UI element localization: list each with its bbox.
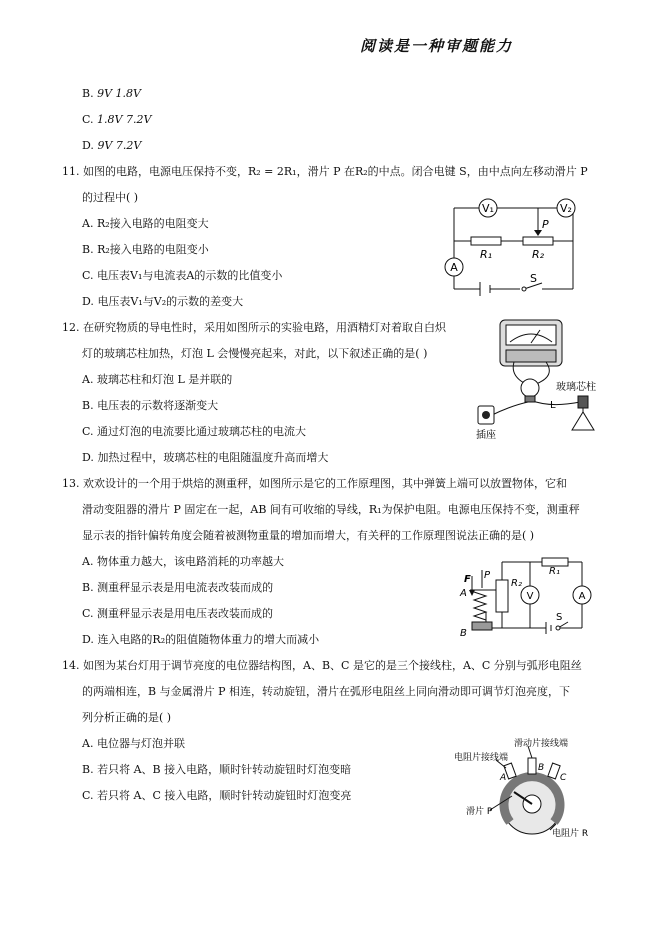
q12-stem-line2: 灯的玻璃芯柱加热，灯泡 L 会慢慢亮起来，对此，以下叙述正确的是( ): [82, 347, 428, 360]
alcohol-lamp-icon: [572, 396, 594, 430]
q11-stem-line1: 11. 如图的电路，电源电压保持不变，R₂ = 2R₁，滑片 P 在R₂的中点。闭合电键 S，由中点向左移动滑片 P: [62, 165, 588, 178]
socket-icon: [478, 406, 494, 424]
q13-option-d: D. 连入电路的R₂的阻值随物体重力的增大而减小: [82, 633, 320, 646]
q13-option-b: B. 测重秤显示表是用电流表改装而成的: [82, 581, 274, 594]
label-s: S: [530, 272, 537, 285]
label-a: A: [500, 773, 507, 783]
q11-option-c: C. 电压表V₁与电流表A的示数的比值变小: [82, 269, 283, 282]
label-f: F: [464, 574, 471, 585]
q11-option-d: D. 电压表V₁与V₂的示数的差变大: [82, 295, 244, 308]
label-resistor-r: 电阻片 R: [552, 829, 589, 839]
page-header-title: 阅读是一种审题能力: [360, 37, 514, 55]
q12-option-c: C. 通过灯泡的电流要比通过玻璃芯柱的电流大: [82, 425, 307, 438]
q11-stem-line2: 的过程中( ): [82, 191, 139, 204]
q11-option-b: B. R₂接入电路的电阻变小: [82, 243, 209, 256]
prev-option-c: C. 1.8V 7.2V: [82, 113, 152, 126]
resistor-r2-icon: [523, 237, 553, 245]
label-slider-p: 滑片 P: [466, 807, 493, 817]
label-r1: R₁: [479, 248, 493, 261]
label-p: P: [484, 570, 491, 581]
q14-stem-line2: 的两端相连，B 与金属滑片 P 相连，转动旋钮，滑片在弧形电阻丝上同向滑动即可调节灯泡亮度，下: [82, 685, 570, 698]
label-voltmeter: V: [526, 591, 534, 602]
q14-option-a: A. 电位器与灯泡并联: [82, 737, 185, 750]
q12-option-b: B. 电压表的示数将逐渐变大: [82, 399, 219, 412]
spring-icon: [474, 592, 486, 620]
q14-potentiometer-diagram: [452, 736, 612, 842]
q13-stem-line1: 13. 欢欢设计的一个用于烘焙的测重秤，如图所示是它的工作原理图，其中弹簧上端可以放置物体，它和: [62, 477, 567, 490]
prev-option-b: B. 9V 1.8V: [82, 87, 141, 100]
label-bulb-l: L: [550, 400, 556, 411]
label-r2: R₂: [511, 578, 522, 589]
light-bulb-icon: [521, 379, 539, 402]
rheostat-r2-icon: [496, 580, 508, 612]
q14-stem-line3: 列分析正确的是( ): [82, 711, 172, 724]
resistor-r1-icon: [471, 237, 501, 245]
q14-option-c: C. 若只将 A、C 接入电路，顺时针转动旋钮时灯泡变亮: [82, 789, 352, 802]
q12-option-a: A. 玻璃芯柱和灯泡 L 是并联的: [82, 373, 233, 386]
voltmeter-device-icon: [500, 320, 562, 366]
label-v2: V₂: [560, 202, 572, 215]
label-b-end: B: [460, 628, 467, 639]
label-s: S: [556, 612, 563, 623]
label-r2: R₂: [531, 248, 545, 261]
label-p: P: [542, 218, 549, 231]
label-glass-core: 玻璃芯柱: [556, 382, 596, 393]
label-resistor-terminal: 电阻片接线端: [454, 753, 509, 763]
resistor-r1-icon: [542, 558, 568, 566]
label-r1: R₁: [549, 566, 560, 577]
label-slider-terminal: 滑动片接线端: [514, 739, 569, 749]
label-socket: 插座: [476, 430, 496, 441]
q12-experiment-diagram: [470, 312, 610, 444]
terminal-c-icon: [548, 763, 560, 779]
label-v1: V₁: [482, 202, 494, 215]
label-c: C: [560, 773, 567, 783]
label-ammeter: A: [578, 591, 586, 602]
label-ammeter: A: [450, 261, 458, 274]
q13-stem-line3: 显示表的指针偏转角度会随着被测物重量的增加而增大，有关秤的工作原理图说法正确的是( ): [82, 529, 535, 542]
spring-base-icon: [472, 622, 492, 630]
q13-option-a: A. 物体重力越大，该电路消耗的功率越大: [82, 555, 284, 568]
terminal-b-icon: [528, 758, 536, 774]
q14-stem-line1: 14. 如图为某台灯用于调节亮度的电位器结构图，A、B、C 是它的是三个接线柱，A、C 分别与弧形电阻丝: [62, 659, 582, 672]
q11-circuit-diagram: [438, 192, 588, 296]
q13-stem-line2: 滑动变阻器的滑片 P 固定在一起，AB 间有可收缩的导线，R₁为保护电阻。电源电压保持不变，测重秤: [82, 503, 580, 516]
q11-option-a: A. R₂接入电路的电阻变大: [82, 217, 209, 230]
q13-circuit-diagram: [452, 550, 598, 642]
prev-option-d: D. 9V 7.2V: [82, 139, 142, 152]
q12-option-d: D. 加热过程中，玻璃芯柱的电阻随温度升高而增大: [82, 451, 329, 464]
q13-option-c: C. 测重秤显示表是用电压表改装而成的: [82, 607, 274, 620]
label-a-end: A: [460, 588, 467, 599]
q14-option-b: B. 若只将 A、B 接入电路，顺时针转动旋钮时灯泡变暗: [82, 763, 352, 776]
label-b: B: [538, 763, 545, 773]
q12-stem-line1: 12. 在研究物质的导电性时，采用如图所示的实验电路，用酒精灯对着取自白炽: [62, 321, 446, 334]
